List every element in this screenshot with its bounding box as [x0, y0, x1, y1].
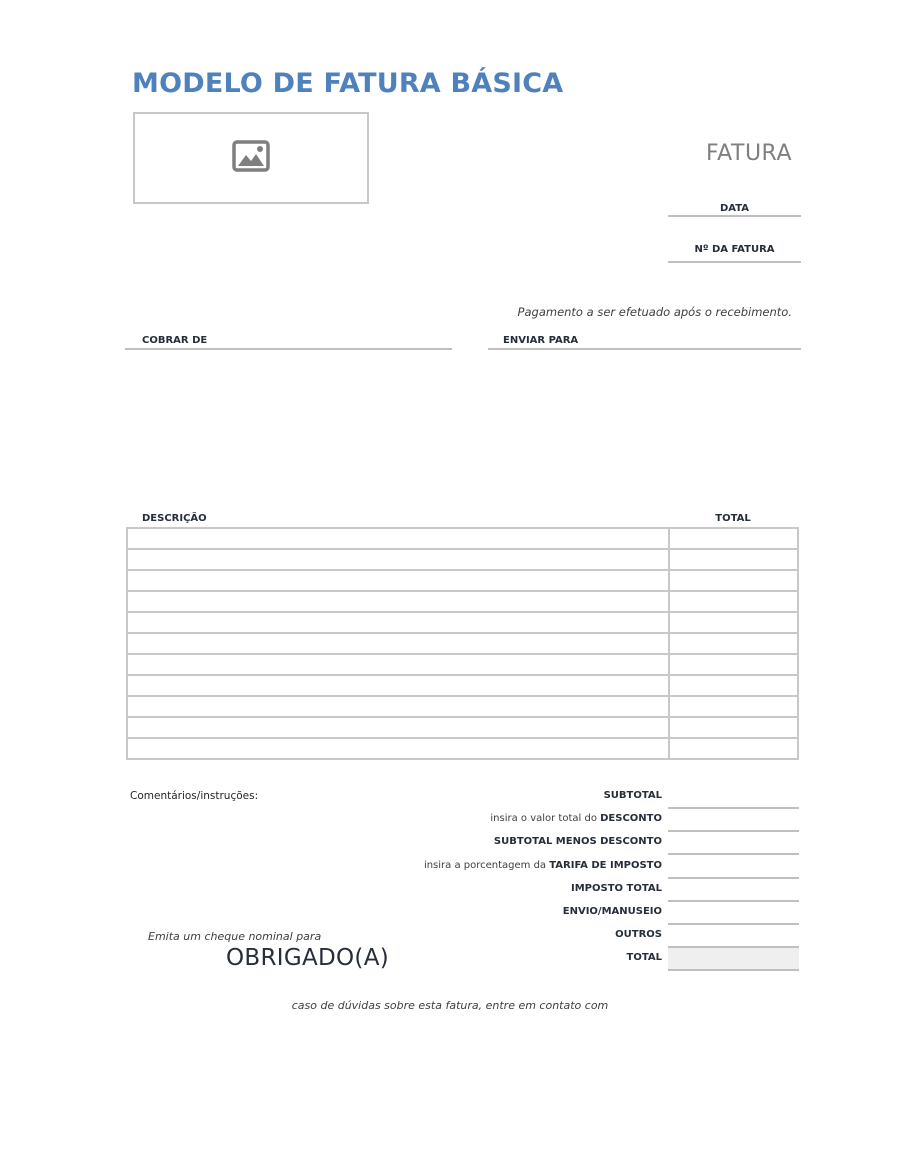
- total-cell[interactable]: [669, 612, 798, 633]
- description-cell[interactable]: [127, 696, 669, 717]
- summary-row: [130, 786, 799, 809]
- summary-label: [494, 836, 662, 847]
- summary-value-field[interactable]: [668, 786, 799, 809]
- bill-to-rule: [125, 348, 452, 350]
- cheque-note: Emita um cheque nominal para: [148, 930, 322, 943]
- contact-note: caso de dúvidas sobre esta fatura, entre em contato com: [291, 999, 609, 1012]
- summary-value-field[interactable]: [668, 902, 799, 925]
- table-row: [127, 591, 798, 612]
- description-column-header: DESCRIÇÃO: [142, 513, 207, 524]
- summary-value-field[interactable]: [668, 809, 799, 832]
- description-cell[interactable]: [127, 612, 669, 633]
- summary-label-prefix: insira o valor total do: [490, 813, 601, 825]
- summary-label-prefix: insira a porcentagem da: [423, 859, 550, 871]
- ship-to-label: ENVIAR PARA: [503, 335, 579, 346]
- description-cell[interactable]: [127, 675, 669, 696]
- invoice-heading: FATURA: [706, 141, 792, 166]
- ship-to-rule: [488, 348, 801, 350]
- table-row: [127, 717, 798, 738]
- table-row: [127, 633, 798, 654]
- invoice-number-label: Nº DA FATURA: [694, 244, 775, 255]
- description-cell[interactable]: [127, 717, 669, 738]
- table-row: [127, 675, 798, 696]
- summary-value-field[interactable]: [668, 879, 799, 902]
- summary-label-text: TOTAL: [626, 952, 662, 964]
- total-cell[interactable]: [669, 591, 798, 612]
- total-cell[interactable]: [669, 738, 798, 759]
- summary-row: [130, 809, 799, 832]
- summary-label: [615, 929, 662, 940]
- description-cell[interactable]: [127, 633, 669, 654]
- description-cell[interactable]: [127, 738, 669, 759]
- description-cell[interactable]: [127, 549, 669, 570]
- date-field[interactable]: [668, 215, 801, 217]
- table-row: [127, 738, 798, 759]
- summary-label-text: OUTROS: [615, 929, 662, 941]
- image-icon: [232, 140, 270, 176]
- summary-label-text: DESCONTO: [600, 813, 662, 825]
- summary-label-text: SUBTOTAL MENOS DESCONTO: [493, 836, 662, 848]
- logo-placeholder[interactable]: [133, 112, 369, 204]
- table-row: [127, 549, 798, 570]
- summary-label: [571, 883, 662, 894]
- date-label: DATA: [719, 203, 750, 214]
- summary-label: [490, 813, 662, 824]
- summary-label-text: SUBTOTAL: [603, 790, 662, 801]
- summary-label-text: TARIFA DE IMPOSTO: [549, 859, 662, 871]
- total-column-header: TOTAL: [715, 513, 751, 524]
- total-cell[interactable]: [669, 633, 798, 654]
- table-row: [127, 696, 798, 717]
- bill-to-label: COBRAR DE: [142, 335, 208, 346]
- comments-label: Comentários/instruções:: [130, 790, 259, 802]
- ship-to-field[interactable]: [488, 352, 801, 492]
- description-cell[interactable]: [127, 591, 669, 612]
- summary-value-field[interactable]: [668, 832, 799, 855]
- items-table: [126, 527, 799, 760]
- payment-note: Pagamento a ser efetuado após o recebimento.: [517, 305, 792, 319]
- summary-row: [130, 856, 799, 879]
- summary-row: [130, 879, 799, 902]
- total-cell[interactable]: [669, 717, 798, 738]
- thanks-text: OBRIGADO(A): [226, 945, 389, 971]
- total-cell[interactable]: [669, 696, 798, 717]
- description-cell[interactable]: [127, 570, 669, 591]
- summary-value-field[interactable]: [668, 856, 799, 879]
- invoice-number-field[interactable]: [668, 261, 801, 263]
- total-cell[interactable]: [669, 570, 798, 591]
- total-cell[interactable]: [669, 654, 798, 675]
- summary-value-field[interactable]: [668, 946, 799, 971]
- summary-value-field[interactable]: [668, 925, 799, 948]
- description-cell[interactable]: [127, 528, 669, 549]
- document-title: MODELO DE FATURA BÁSICA: [132, 68, 564, 99]
- description-cell[interactable]: [127, 654, 669, 675]
- summary-row: [130, 832, 799, 855]
- bill-to-field[interactable]: [125, 352, 452, 492]
- table-row: [127, 528, 798, 549]
- summary-label-text: ENVIO/MANUSEIO: [562, 906, 662, 917]
- total-cell[interactable]: [669, 549, 798, 570]
- table-row: [127, 654, 798, 675]
- summary-row: [130, 902, 799, 925]
- table-row: [127, 570, 798, 591]
- total-cell[interactable]: [669, 528, 798, 549]
- summary-label-text: IMPOSTO TOTAL: [571, 882, 662, 894]
- summary-label: [563, 906, 662, 917]
- table-row: [127, 612, 798, 633]
- summary-label: [627, 952, 662, 963]
- summary-label: [604, 790, 662, 801]
- total-cell[interactable]: [669, 675, 798, 696]
- summary-label: [424, 860, 662, 871]
